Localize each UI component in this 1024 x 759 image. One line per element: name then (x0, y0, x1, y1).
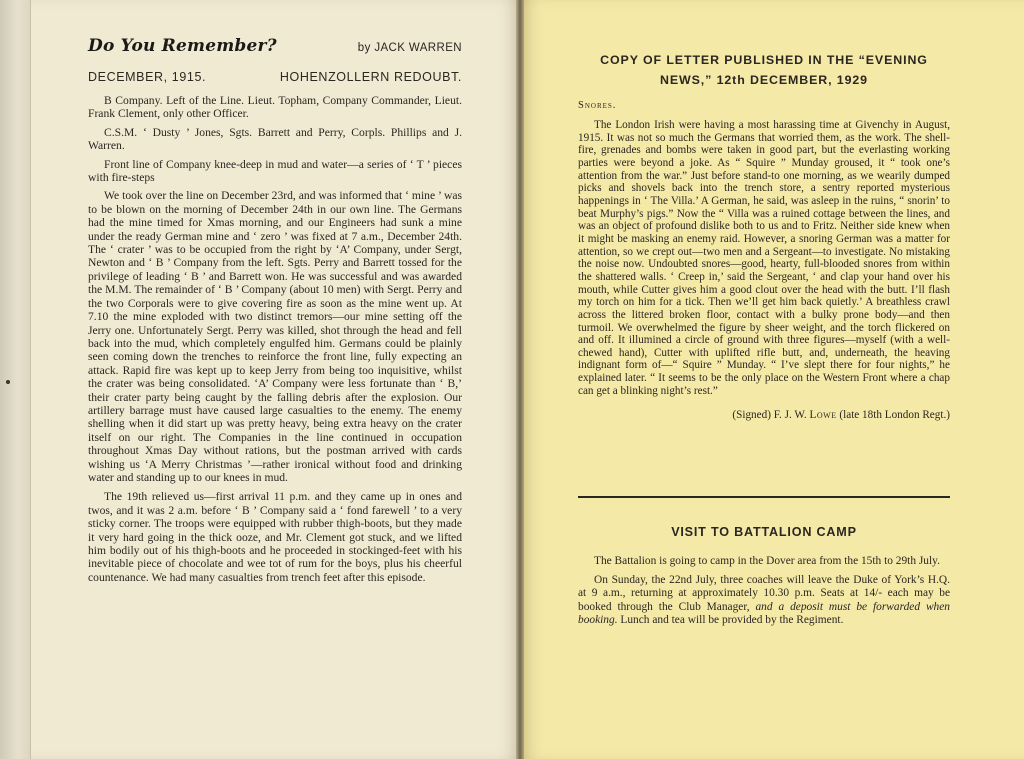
article-paragraph: B Company. Left of the Line. Lieut. Topham, Company Commander, Lieut. Frank Clement, only other Officer. (88, 94, 462, 121)
article-byline: by JACK WARREN (357, 42, 462, 54)
signature-name: Lowe (809, 409, 837, 422)
visit-text: On Sunday, the 22nd July, three coaches will leave the Duke of York’s H.Q. at 9 a.m., returning at approximately 10.30 p.m. Seats at 14/- each may be booked through the Club Manager, (578, 574, 950, 613)
book-gutter (516, 0, 524, 759)
article-header (88, 36, 462, 56)
visit-paragraph (578, 574, 950, 627)
article-paragraph: Front line of Company knee-deep in mud and water—a series of ‘ T ’ pieces with fire-steps (88, 157, 462, 185)
letter-heading: Snores. (578, 100, 617, 111)
article-paragraph: C.S.M. ‘ Dusty ’ Jones, Sgts. Barrett and Perry, Corpls. Phillips and J. Warren. (88, 125, 462, 153)
left-column (88, 36, 462, 590)
letter-body: The London Irish were having a most harassing time at Givenchy in August, 1915. It was not so much the Germans that worried them, as the work. The shell-fire, grenades and bombs were taken in good part, but the everlasting working parties were beyond a joke. As “ Squire ” Munday groused, it “ took one’s attention from the war.” Just before stand-to one morning, as we wearily dumped picks and shovels back into the trench store, a sentry reported mysterious happenings in ‘ The Villa.’ A German, he said, was asleep in the ruins, “ snorin’ to beat Murphy’s pigs.” Now the “ Villa was a ruined cottage between the lines, and was an object of profound dislike both to us and to Fritz. Neither side knew when it might be masking an enemy raid. However, a snoring German was a matter for attention, so we crept out—two men and a Sergeant—to investigate. No mistaking the noise now. Undoubted snores—good, hearty, full-blooded snores from within the shattered walls. ‘ Creep in,’ said the Sergeant, ‘ and clap your hand over his mouth, while Cutter gives him a good clout over the head with the butt. I’ll flash my torch on him for a tick. Then we’ll get him back quietly.’ A breathless crawl across the littered broken floor, contact with a bulky prone body—and then turmoil. We overwhelmed the figure by sheer weight, and the torch flickered on and off. It illumined a circle of ground with three figures—myself (with a well-chewed hand), Cutter with uplifted rifle butt, and, underneath, the heaving indignant form of—“ Squire ” Munday. “ I’ve slept there for four nights,” he explained later. “ It seems to be the only place on the Western Front where a chap can get a blinking night’s rest.” (578, 119, 950, 397)
signature-prefix: (Signed) F. J. W. (732, 409, 807, 422)
article-subheader (88, 70, 462, 84)
visit-deposit-note: and a deposit must be forwarded when booking. (578, 600, 950, 626)
visit-text: Lunch and tea will be provided by the Regiment. (620, 613, 844, 626)
article-place: HOHENZOLLERN REDOUBT. (279, 70, 462, 84)
letter-signature (578, 409, 950, 421)
page-edge (0, 0, 30, 759)
article-paragraph: We took over the line on December 23rd, and was informed that ‘ mine ’ was to be blown on the morning of December 24th in our own line. The Germans had the mine timed for Xmas morning, and our Engineers had sunk a mine under the ready German mine and ‘ zero ’ was fixed at 7 a.m., December 24th. The ‘ crater ’ was to be occupied from the right by ‘A’ Company, under Sergt, Newton and ‘ B ’ Company from the left. Sgts. Perry and Barrett tossed for the privilege of leading ‘ B ’ and Barrett won. He was successful and was awarded the M.M. The remainder of ‘ B ’ Company (about 10 men) with Sergt. Perry and the two Corporals were to give covering fire as soon as the mine went up. At 7.10 the mine exploded with two distinct tremors—our mine setting off the Jerry one. Unfortunately Sergt. Perry was killed, shot through the head and fell back into the mud, which completely engulfed him. Germans could be plainly seen coming down the trenches to reinforce the front line, fully expecting an attack. Rapid fire was kept up to keep Jerry from being too inquisitive, whilst the crater was being consolidated. ‘A’ Company were less fortunate than ‘ B,’ their crater party being caught by the falling debris after the explosion. Our artillery barrage must have caused large casualties to the enemy. The enemy shelling when it did start up was pretty heavy, being extra heavy on the crater itself on our right. The Companies in the line continued in occupation throughout Xmas Day without rations, but the postman arrived with cards wishing us ‘A Merry Christmas ’—rather ironical without food and drinking water and standing up to our knees in mud. (88, 189, 462, 484)
visit-section (578, 525, 950, 633)
page-mark (6, 380, 10, 384)
article-title: Do You Remember? (88, 36, 277, 56)
signature-suffix: (late 18th London Regt.) (839, 409, 950, 422)
right-column (578, 50, 950, 421)
article-paragraph: The 19th relieved us—first arrival 11 p.m. and they came up in ones and twos, and it was 2 a.m. before ‘ B ’ Company said a ‘ fond farewell ’ to a very sticky corner. The troops were equipped with rubber thigh-boots, but they made it very hard going in the thick ooze, and Mr. Clement got stuck, and we lifted him bodily out of his thigh-boots and he proceeded in stockinged-feet with his inevitable piece of chocolate and wee tot of rum for the boys, plus his cheerful countenance. We had many casualties from trench feet after this episode. (88, 490, 462, 584)
article-date: DECEMBER, 1915. (88, 70, 207, 84)
visit-paragraph: The Battalion is going to camp in the Dover area from the 15th to 29th July. (594, 555, 940, 567)
visit-title: VISIT TO BATTALION CAMP (671, 525, 857, 539)
letter-title: COPY OF LETTER PUBLISHED IN THE “EVENING NEWS,” 12th DECEMBER, 1929 (600, 53, 928, 87)
section-divider (578, 496, 950, 498)
